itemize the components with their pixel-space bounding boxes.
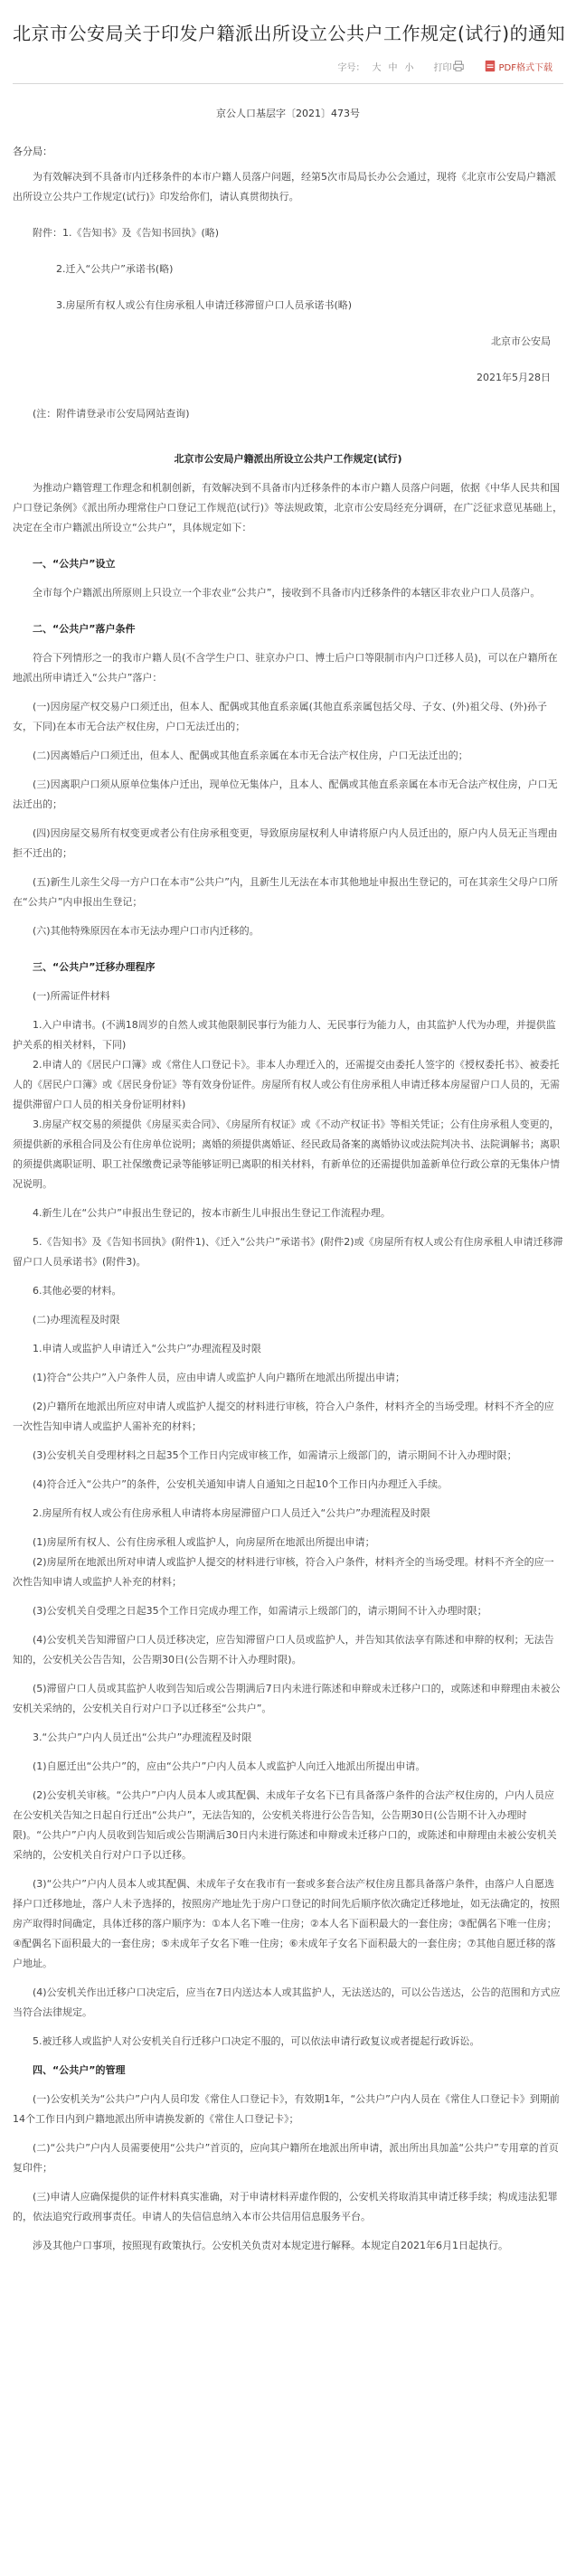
list-item: (4)公安机关告知滞留户口人员迁移决定，应告知滞留户口人员或监护人，并告知其依法享有陈述和申辩的权利；无法告知的，公安机关公告告知，公告期30日(公告期不计入办理时限)。 [13, 1634, 554, 1665]
list-item: (1)房屋所有权人、公有住房承租人或监护人，向房屋所在地派出所提出申请； [33, 1536, 375, 1548]
list-item: (2)房屋所在地派出所对申请人或监护人提交的材料进行审核，符合入户条件，材料齐全的当场受理。材料不齐全的应一次性告知申请人或监护人补充的材料； [13, 1556, 554, 1588]
regulation-title: 北京市公安局户籍派出所设立公共户工作规定(试行) [174, 453, 402, 465]
list-item: (1)符合“公共户”入户条件人员，应由申请人或监护人向户籍所在地派出所提出申请； [33, 1372, 405, 1383]
list-item: 6.其他必要的材料。 [33, 1285, 122, 1297]
notice-intro: 为有效解决到不具备市内迁移条件的本市户籍人员落户问题，经第5次市局局长办公会通过，现将《北京市公安局户籍派出所设立公共户工作规定(试行)》印发给你们，请认真贯彻执行。 [13, 171, 556, 203]
list-item: (3)公安机关自受理材料之日起35个工作日内完成审核工作，如需请示上级部门的，请示期间不计入办理时限； [33, 1449, 517, 1461]
subsection-heading: (一)所需证件材料 [33, 990, 110, 1002]
font-size-large-button[interactable]: 大 [372, 62, 382, 73]
list-item: 3.房屋产权交易的须提供《房屋买卖合同》、《房屋所有权证》或《不动产权证书》等相关凭证；公有住房承租人变更的，须提供新的承租合同及公有住房单位说明；离婚的须提供离婚证、经民政局备案的离婚协议或法院判决书、法院调解书；离职的须提供离职证明、职工社保缴费记录等能够证明已离职的相关材料，有新单位的还需提供加盖新单位行政公章的无集体户情况说明。 [13, 1118, 560, 1190]
list-item: (四)因房屋交易所有权变更或者公有住房承租变更，导致原房屋权利人申请将原户内人员迁出的，原户内人员无正当理由拒不迁出的； [13, 827, 558, 859]
document-number: 京公人口基层字〔2021〕473号 [216, 108, 360, 119]
printer-icon [452, 60, 465, 72]
list-item: (1)自愿迁出“公共户”的，应由“公共户”户内人员本人或监护人向迁入地派出所提出申请。 [33, 1760, 426, 1772]
font-size-small-button[interactable]: 小 [404, 62, 414, 73]
list-item: (2)户籍所在地派出所应对申请人或监护人提交的材料进行审核，符合入户条件，材料齐全的当场受理。材料不齐全的应一次性告知申请人或监护人需补充的材料； [13, 1401, 554, 1432]
list-item: 1.入户申请书。(不满18周岁的自然人或其他限制民事行为能力人、无民事行为能力人，由其监护人代为办理，并提供监护关系的相关材料，下同) [13, 1019, 556, 1051]
font-size-medium-button[interactable]: 中 [388, 62, 398, 73]
list-item: (3)“公共户”户内人员本人或其配偶、未成年子女在我市有一套或多套合法产权住房且都具备落户条件，由落户人自愿选择户口迁移地址，落户人未予选择的，按照房产地址先于房户口登记的时间先后顺序依次确定迁移地址，如无法确定的，按照房产取得时间确定，具体迁移的落户顺序为：①本人名下唯一住房；②本人名下面积最大的一套住房；③配偶名下唯一住房；④配偶名下面积最大的一套住房；⑤未成年子女名下唯一住房；⑥未成年子女名下面积最大的一套住房；⑦其他自愿迁移的落户地址。 [13, 1878, 560, 1969]
list-item: (3)公安机关自受理之日起35个工作日完成办理工作，如需请示上级部门的，请示期间不计入办理时限； [33, 1605, 487, 1617]
list-item: (二)“公共户”户内人员需要使用“公共户”首页的，应向其户籍所在地派出所申请，派出所出具加盖“公共户”专用章的首页复印件； [13, 2142, 559, 2174]
pdf-download-button[interactable] [484, 60, 552, 73]
list-item: (一)因房屋产权交易户口须迁出，但本人、配偶或其他直系亲属(其他直系亲属包括父母、子女、(外)祖父母、(外)孙子女，下同)在本市无合法产权住房，户口无法迁出的； [13, 701, 548, 732]
section-heading: 三、“公共户”迁移办理程序 [33, 961, 156, 973]
section-heading: 一、“公共户”设立 [33, 558, 116, 570]
list-item: (三)申请人应确保提供的证件材料真实准确，对于申请材料弄虚作假的，公安机关将取消其申请迁移手续；构成违法犯罪的，依法追究行政刑事责任。申请人的失信信息纳入本市公共信用信息服务平台。 [13, 2191, 558, 2222]
attachment-note: (注：附件请登录市公安局网站查询) [33, 408, 190, 420]
procedure-heading: 1.申请人或监护人申请迁入“公共户”办理流程及时限 [33, 1343, 261, 1354]
issue-date: 2021年5月28日 [477, 372, 551, 383]
list-item: (4)符合迁入“公共户”的条件，公安机关通知申请人自通知之日起10个工作日内办理迁入手续。 [33, 1478, 448, 1490]
pdf-download-label: PDF格式下载 [498, 62, 552, 73]
attachment-item: 附件：1.《告知书》及《告知书回执》(略) [33, 227, 220, 239]
closing-paragraph: 涉及其他户口事项，按照现有政策执行。公安机关负责对本规定进行解释。本规定自2021年6月1日起执行。 [33, 2240, 508, 2251]
print-button[interactable] [434, 60, 467, 73]
subsection-heading: (二)办理流程及时限 [33, 1314, 120, 1326]
section-heading: 四、“公共户”的管理 [33, 2064, 126, 2076]
article-toolbar [13, 56, 563, 76]
list-item: (一)公安机关为“公共户”户内人员印发《常住人口登记卡》，有效期1年，“公共户”户内人员在《常住人口登记卡》到期前14个工作日内到户籍地派出所申请换发新的《常住人口登记卡》； [13, 2093, 560, 2125]
list-item: (三)因离职户口须从原单位集体户迁出，现单位无集体户，且本人、配偶或其他直系亲属在本市无合法产权住房，户口无法迁出的； [13, 778, 558, 810]
section-paragraph: 全市每个户籍派出所原则上只设立一个非农业“公共户”，接收到不具备市内迁移条件的本辖区非农业户口人员落户。 [33, 587, 541, 599]
list-item: (五)新生儿亲生父母一方户口在本市“公共户”内，且新生儿无法在本市其他地址申报出生登记的，可在其亲生父母户口所在“公共户”内申报出生登记； [13, 876, 558, 908]
signature: 北京市公安局 [491, 335, 551, 347]
section-heading: 二、“公共户”落户条件 [33, 623, 136, 635]
font-size-label: 字号： [337, 62, 365, 73]
list-item: 5.被迁移人或监护人对公安机关自行迁移户口决定不服的，可以依法申请行政复议或者提起行政诉讼。 [33, 2035, 480, 2047]
list-item: (4)公安机关作出迁移户口决定后，应当在7日内送达本人或其监护人，无法送达的，可以公告送达，公告的范围和方式应当符合法律规定。 [13, 1986, 561, 2018]
pdf-icon [484, 60, 496, 72]
list-item: (六)其他特殊原因在本市无法办理户口市内迁移的。 [33, 925, 260, 937]
procedure-heading: 2.房屋所有权人或公有住房承租人申请将本房屋滞留户口人员迁入“公共户”办理流程及时限 [33, 1507, 430, 1519]
page-title: 北京市公安局关于印发户籍派出所设立公共户工作规定(试行)的通知 [13, 23, 566, 44]
regulation-preamble: 为推动户籍管理工作理念和机制创新，有效解决到不具备市内迁移条件的本市户籍人员落户问题，依据《中华人民共和国户口登记条例》《派出所办理常住户口登记工作规范(试行)》等法规政策，北京市公安局经充分调研，在广泛征求意见基础上，决定在全市户籍派出所设立“公共户”，具体规定如下： [13, 482, 563, 533]
procedure-heading: 3.“公共户”户内人员迁出“公共户”办理流程及时限 [33, 1731, 252, 1743]
title-divider [13, 83, 563, 84]
list-item: 5.《告知书》及《告知书回执》(附件1)、《迁入“公共户”承诺书》(附件2)或《房屋所有权人或公有住房承租人申请迁移滞留户口人员承诺书》(附件3)。 [13, 1236, 563, 1268]
attachment-item: 2.迁入“公共户”承诺书(略) [56, 263, 174, 275]
list-item: (二)因离婚后户口须迁出，但本人、配偶或其他直系亲属在本市无合法产权住房，户口无法迁出的； [33, 750, 468, 761]
print-label: 打印 [433, 62, 452, 73]
list-item: 4.新生儿在“公共户”申报出生登记的，按本市新生儿申报出生登记工作流程办理。 [33, 1207, 391, 1219]
list-item: 2.申请人的《居民户口簿》或《常住人口登记卡》。非本人办理迁入的，还需提交由委托人签字的《授权委托书》、被委托人的《居民户口簿》或《居民身份证》等有效身份证件。房屋所有权人或公有住房承租人申请迁移本房屋留户口人员的，无需提供滞留户口人员的相关身份证明材料) [13, 1059, 560, 1110]
list-item: (2)公安机关审核。“公共户”户内人员本人或其配偶、未成年子女名下已有具备落户条件的合法产权住房的，户内人员应在公安机关告知之日起自行迁出“公共户”，无法告知的，公安机关将进行公告告知，公告期30日(公告期不计入办理时限)。“公共户”户内人员收到告知后或公告期满后30日内未进行陈述和申辩或未迁移户口的，或陈述和申辩理由未被公安机关采纳的，公安机关自行对户口予以迁移。 [13, 1789, 557, 1861]
attachment-item: 3.房屋所有权人或公有住房承租人申请迁移滞留户口人员承诺书(略) [56, 299, 353, 311]
section-paragraph: 符合下列情形之一的我市户籍人员(不含学生户口、驻京办户口、博士后户口等限制市内户口迁移人员)，可以在户籍所在地派出所申请迁入“公共户”落户： [13, 652, 558, 684]
list-item: (5)滞留户口人员或其监护人收到告知后或公告期满后7日内未进行陈述和申辩或未迁移户口的，或陈述和申辩理由未被公安机关采纳的，公安机关自行对户口予以迁移至“公共户”。 [13, 1683, 561, 1714]
addressee: 各分局： [13, 146, 52, 157]
